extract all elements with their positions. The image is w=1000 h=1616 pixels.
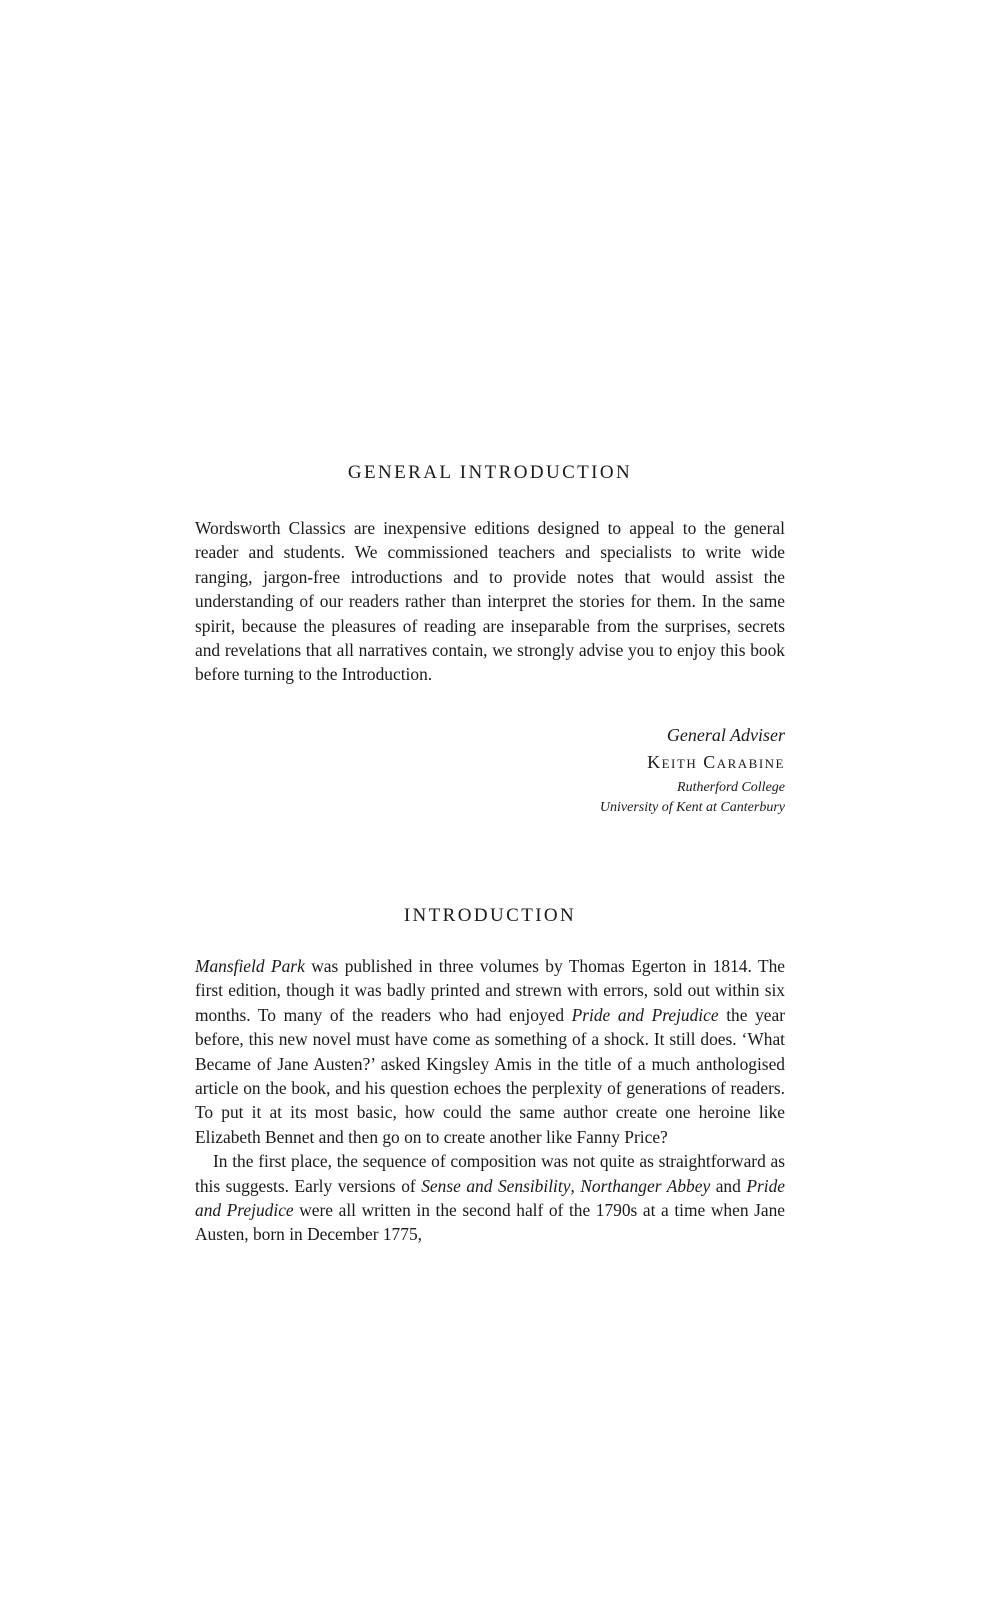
signature-role: General Adviser — [666, 725, 785, 745]
signature-name: Keith Carabine — [647, 752, 785, 772]
text-run: and — [710, 1175, 747, 1196]
signature-college: Rutherford College — [677, 780, 785, 795]
book-title: Mansfield Park — [195, 956, 305, 976]
introduction-paragraph-1 — [195, 954, 785, 1149]
introduction-body — [195, 954, 785, 1247]
general-introduction-heading: GENERAL INTRODUCTION — [347, 462, 633, 483]
book-title: Pride and Prejudice — [195, 1175, 785, 1221]
introduction-heading: INTRODUCTION — [403, 905, 577, 926]
book-title: Sense and Sensibility — [421, 1175, 571, 1196]
book-title: Northanger Abbey — [580, 1175, 711, 1196]
signature-university: University of Kent at Canterbury — [599, 800, 785, 815]
book-title: Pride and Prejudice — [571, 1004, 719, 1025]
general-introduction-paragraph: Wordsworth Classics are inexpensive editions designed to appeal to the general reader and students. We commissioned teachers and specialists to write wide ranging, jargon-free introductions and to provide notes that would assist the understanding of our readers rather than interpret the stories for them. In the same spirit, because the pleasures of reading are inseparable from the surprises, secrets and revelations that all narratives contain, we strongly advise you to enjoy this book before turning to the Introduction. — [195, 518, 785, 685]
text-run: the year before, this new novel must have come as something of a shock. It still does. ‘What Became of Jane Austen?’ asked Kingsley Amis in the title of a much anthologised article on the book, and his question echoes the perplexity of generations of readers. To put it at its most basic, how could the same author create one heroine like Elizabeth Bennet and then go on to create another like Fanny Price? — [195, 1004, 785, 1147]
text-run: was published in three volumes by Thomas Egerton in 1814. The first edition, though it was badly printed and strewn with errors, sold out within six months. To many of the readers who had enjoyed — [195, 956, 785, 1025]
text-run: , — [570, 1175, 581, 1196]
text-run: were all written in the second half of the 1790s at a time when Jane Austen, born in December 1775, — [195, 1200, 786, 1245]
introduction-paragraph-2 — [195, 1149, 785, 1247]
text-run: In the first place, the sequence of composition was not quite as straightforward as this suggests. Early versions of — [195, 1151, 785, 1196]
